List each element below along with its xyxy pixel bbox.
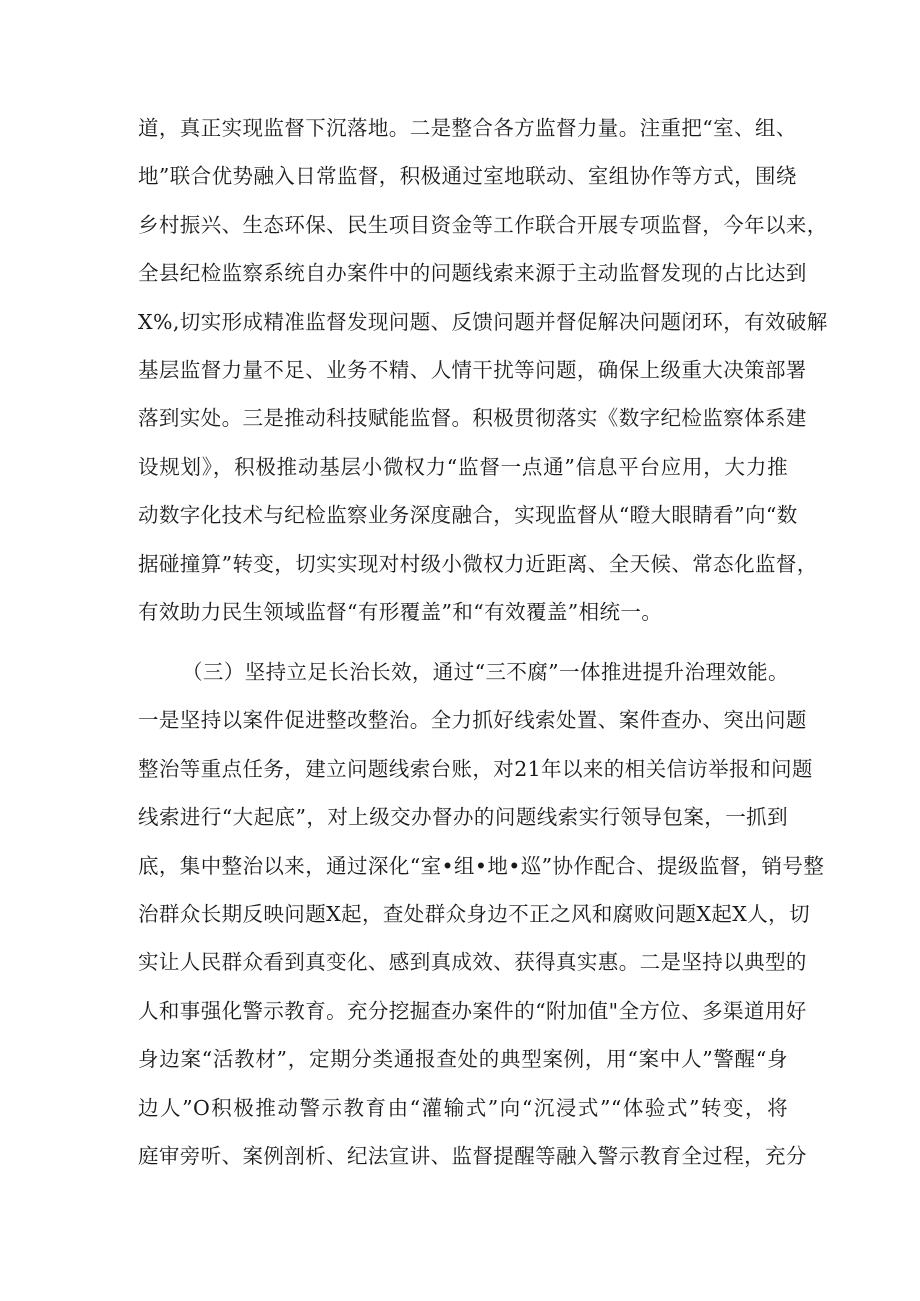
text-line: 道，真正实现监督下沉落地。二是整合各方监督力量。注重把“室、组、 — [138, 116, 797, 140]
text-line: 庭审旁听、案例剖析、纪法宣讲、监督提醒等融入警示教育全过程，充分 — [138, 1143, 807, 1168]
text-line: 边人”O积极推动警示教育由“灌输式”向“沉浸式”“体验式”转变，将 — [138, 1095, 788, 1120]
text-line: 据碰撞算”转变，切实实现对村级小微权力近距离、全天候、常态化监督， — [138, 551, 818, 576]
text-line: 有效助力民生领域监督“有形覆盖”和“有效覆盖”相统一。 — [138, 599, 663, 624]
text-line: 底，集中整治以来，通过深化“室•组•地•巡”协作配合、提级监督，销号整 — [138, 853, 825, 878]
text-line: 动数字化技术与纪检监察业务深度融合，实现监督从“瞪大眼睛看”向“数 — [138, 503, 798, 528]
text-line: 地”联合优势融入日常监督，积极通过室地联动、室组协作等方式，围绕 — [138, 164, 797, 189]
text-line: 治群众长期反映问题X起，查处群众身边不正之风和腐败问题X起X人，切 — [138, 901, 810, 926]
section-heading-line: （三）坚持立足长治长效，通过“三不腐”一体推进提升治理效能。 — [182, 660, 789, 684]
text-line: 实让人民群众看到真变化、感到真成效、获得真实惠。二是坚持以典型的 — [138, 950, 807, 975]
text-line: 设规划》，积极推动基层小微权力“监督一点通”信息平台应用，大力推 — [138, 454, 788, 479]
text-line: 整治等重点任务，建立问题线索台账，对21年以来的相关信访举报和问题 — [138, 756, 813, 781]
text-line: X%,切实形成精准监督发现问题、反馈问题并督促解决问题闭环，有效破解 — [138, 309, 828, 334]
text-line: 乡村振兴、生态环保、民生项目资金等工作联合开展专项监督，今年以来， — [138, 212, 828, 237]
text-line: 身边案“活教材”，定期分类通报查处的典型案例，用“案中人”警醒“身 — [138, 1047, 788, 1072]
paragraph-three-no-corruption — [138, 648, 825, 1180]
text-line: 线索进行“大起底”，对上级交办督办的问题线索实行领导包案，一抓到 — [138, 805, 788, 830]
text-line: 基层监督力量不足、业务不精、人情干扰等问题，确保上级重大决策部署 — [138, 357, 807, 382]
text-line: 一是坚持以案件促进整改整治。全力抓好线索处置、案件查办、突出问题 — [138, 708, 807, 733]
text-line: 人和事强化警示教育。充分挖掘查办案件的“附加值"全方位、多渠道用好 — [138, 998, 807, 1023]
text-line: 落到实处。三是推动科技赋能监督。积极贯彻落实《数字纪检监察体系建 — [138, 406, 807, 431]
paragraph-supervision — [138, 104, 828, 636]
text-line: 全县纪检监察系统自办案件中的问题线索来源于主动监督发现的占比达到 — [138, 261, 807, 286]
